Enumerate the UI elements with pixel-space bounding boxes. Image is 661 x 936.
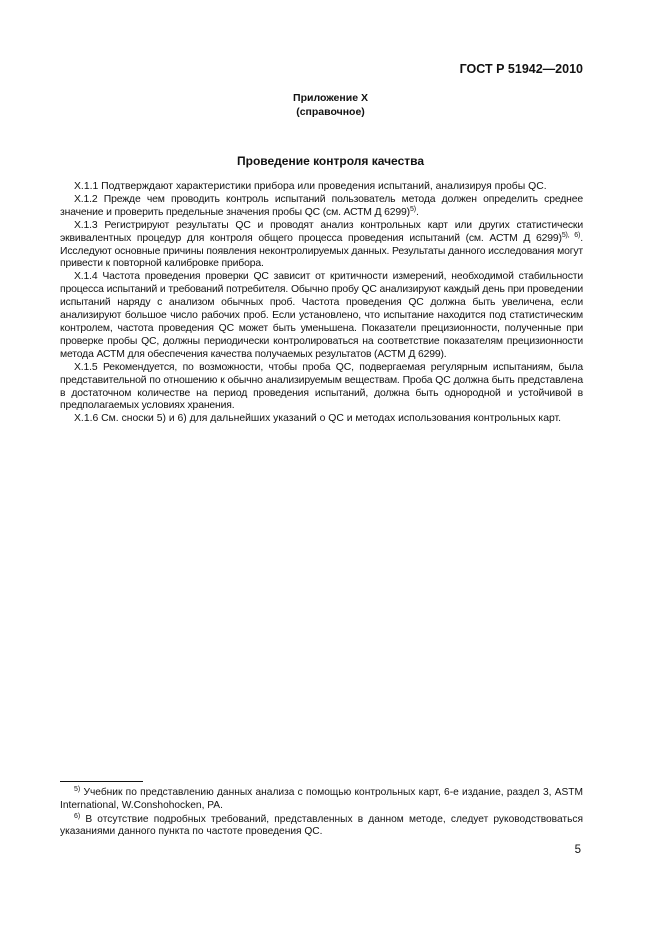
footnote-mark: 5) [74, 786, 81, 793]
footnote-5 [60, 787, 583, 813]
paragraph-tail: . Исследуют основные причины появления неконтролируемых данных. Результаты данного исследования могут привести к повторной калибровке прибора. [60, 232, 583, 270]
paragraph-x-1-3 [60, 220, 583, 272]
paragraph-text: Х.1.3 Регистрируют результаты QC и проводят анализ контрольных карт или других статистически эквивалентных процедур для контроля общего процесса проведения испытаний (см. АСТМ Д 6299) [60, 219, 583, 244]
footnote-text: В отсутствие подробных требований, представленных в данном методе, следует руководствоваться указаниями данного пункта по частоте проведения QC. [60, 813, 583, 838]
paragraph-tail: . [415, 206, 419, 218]
footnote-text: Учебник по представлению данных анализа с помощью контрольных карт, 6-е издание, раздел 3, ASTM International, W.Conshohocken, PA. [60, 787, 583, 811]
appendix-subtitle: (справочное) [296, 106, 365, 118]
paragraph-text: Х.1.1 Подтверждают характеристики прибора или проведения испытаний, анализируя пробы QC. [74, 181, 547, 192]
footnote-6 [60, 814, 583, 840]
page-number: 5 [574, 844, 581, 856]
section-title: Проведение контроля качества [236, 154, 425, 168]
body-text [60, 181, 583, 426]
paragraph-text: Х.1.5 Рекомендуется, по возможности, чтобы проба QC, подвергаемая регулярным испытаниям, была представительной по отношению к обычно анализируемым веществам. Проба QC должна быть представлена в достаточном количестве на период проведения испытаний, должна быть однородной и устойчивой в предполагаемых условиях хранения. [60, 361, 583, 412]
appendix-title: Приложение Х [293, 92, 368, 104]
footnote-ref: 5) [410, 205, 416, 213]
paragraph-x-1-2 [60, 194, 583, 220]
footnotes [60, 787, 583, 840]
footnote-ref: 5), 6) [561, 231, 581, 239]
footnote-mark: 6) [74, 812, 81, 820]
footnote-separator [60, 781, 143, 782]
paragraph-x-1-6 [60, 413, 583, 426]
paragraph-x-1-5 [60, 362, 583, 414]
paragraph-x-1-1 [60, 181, 583, 194]
standard-number: ГОСТ Р 51942—2010 [459, 62, 583, 76]
paragraph-text: Х.1.2 Прежде чем проводить контроль испытаний пользователь метода должен определить среднее значение и проверить предельные значения пробы QC (см. АСТМ Д 6299) [60, 193, 583, 218]
paragraph-text: Х.1.6 См. сноски 5) и 6) для дальнейших указаний о QC и методах использования контрольных карт. [74, 413, 562, 425]
paragraph-x-1-4 [60, 271, 583, 361]
paragraph-text: Х.1.4 Частота проведения проверки QC зависит от критичности измерений, необходимой стабильности процесса испытаний и требований потребителя. Обычно пробу QC анализируют каждый день при проведении испытаний наряду с анализом обычных проб. Частота проведения QC должна быть увеличена, если анализируют большое число рабочих проб. Если установлено, что испытание находится под статистическим контролем, частота проведения QC может быть уменьшена. Показатели прецизионности, полученные при проверке пробы QC, должны периодически контролироваться на соответствие показателям прецизионности метода АСТМ для обеспечения качества получаемых результатов (АСТМ Д 6299). [60, 271, 583, 360]
